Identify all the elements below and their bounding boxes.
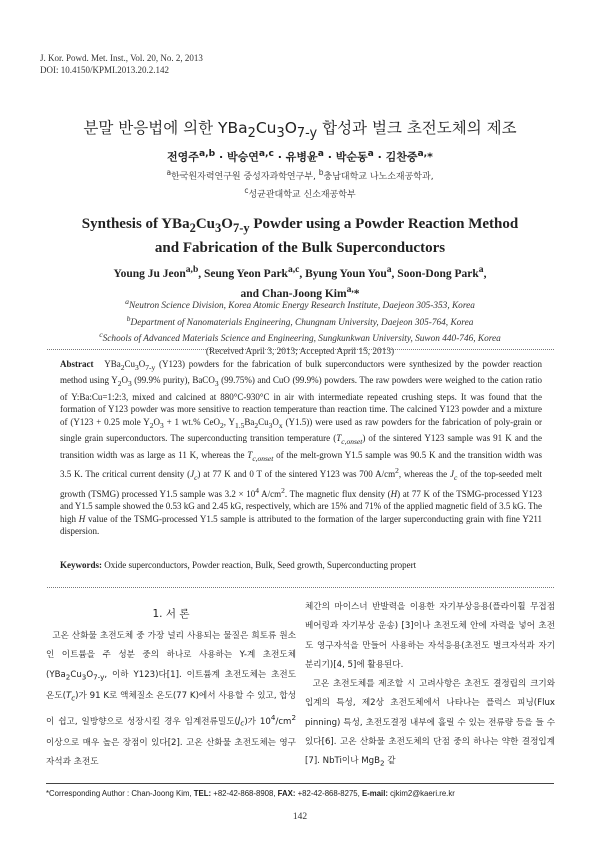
corresponding-author-footnote: *Corresponding Author : Chan-Joong Kim, TEL: +82-42-868-8908, FAX: +82-42-868-8275, E-mail: cjkim2@kaeri.re.kr — [46, 789, 455, 798]
abstract-body: $YBa_2Cu_3O_{7-y}$ (Y123) powders for the fabrication of bulk superconductors were synthesized by the powder reaction method using $Y_2O_3$ (99.9% purity), BaCO$_3$ (99.75%) and CuO (99.9%) powders. The raw powders were weighed to the cation ratio of Y:Ba:Cu=1:2:3, mixed and calcined at 880°C-930°C in air with intermediate repeated crushing steps. It was found that the formation of Y123 powder was more sensitive to reaction temperature than reaction time. The calcined Y123 powder and a mixture of (Y123 + 0.25 mole $Y_2O_3 + 1$ wt.% CeO$_2$, $Y_{1.5}Ba_2Cu_3O_x$ (Y1.5)) were used as raw powders for the fabrication of poly-grain or single grain superconductors. The superconducting transition temperature $(T_{c,onset})$ of the sintered Y123 sample was 91 K and the transition width was as large as 11 K, whereas the $T_{c,onset}$ of the melt-grown Y1.5 sample was 90.5 K and the transition width was 3.5 K. The critical current density $(J_c)$ at 77 K and 0 T of the sintered Y123 was 700 $A/cm^2$, whereas the $J_c$ of the top-seeded melt growth (TSMG) processed Y1.5 sample was $3.2 \times 10^4$ $A/cm^2$. The magnetic flux density (H) at 77 K of the TSMG-processed Y123 and Y1.5 sample showed the 0.53 kG and 2.45 kG, respectively, which are 15% and 71% of the applied magnetic field of 3.5 kG. The high H value of the TSMG-processed Y1.5 sample is attributed to the formation of the larger superconducting grain with fine Y211 dispersion. — [60, 359, 543, 537]
abstract-label: Abstract — [60, 359, 94, 369]
body-column-left: 고온 산화물 초전도체 중 가장 널리 사용되는 물질은 희토류 원소인 이트륨을 주 성분 중의 하나로 사용하는 Y-계 초전도체($YBa_2Cu_3O_{7-y}$, 이하 Y123)다[1]. 이트륨계 초전도체는 초전도 온도$(T_c)$가 91 K로 액체질소 온도(77 K)에서 사용할 수 있고, 합성이 쉽고, 일방향으로 성장시킬 경우 임계전류밀도$(J_c)$가 $10^4/cm^2$ 이상으로 매우 높은 장점이 있다[2]. 고온 산화물 초전도체는 영구자석과 초전도 — [46, 631, 296, 767]
korean-affiliations: $^a$한국원자력연구원 중성자과학연구부, $^b$충남대학교 나노소재공학과, $^c$성균관대학교 신소재공학부 — [166, 168, 434, 200]
footnote-rule — [46, 783, 554, 784]
korean-title: 분말 반응법에 의한 $YBa_2Cu_3O_{7-y}$ 합성과 벌크 초전도체의 제조 — [83, 119, 517, 142]
journal-header — [40, 52, 203, 76]
abstract — [60, 358, 542, 538]
divider-bottom — [47, 587, 554, 588]
received-dates: (Received April 3, 2013; Accepted April 15, 2013) — [205, 346, 395, 357]
page-number: 142 — [292, 812, 308, 822]
section-heading: 1. 서 론 — [152, 608, 190, 620]
keywords-label: Keywords: — [60, 560, 102, 570]
journal-citation: J. Kor. Powd. Met. Inst., Vol. 20, No. 2, 2013 — [40, 53, 203, 63]
divider-top — [47, 349, 554, 350]
affiliation-list: $^a$Neutron Science Division, Korea Atomic Energy Research Institute, Daejeon 305-353, Korea $^b$Department of Nanomaterials Engineering, Chungnam University, Daejeon 305-764, Korea $^c$Schools of Advanced Materials Science and Engineering, Sungkunkwan University, Suwon 440-746, Korea — [99, 297, 501, 345]
doi: DOI: 10.4150/KPMI.2013.20.2.142 — [40, 65, 170, 75]
korean-authors: 전영주$^{a,b}$ · 박승연$^{a,c}$ · 유병윤$^a$ · 박순동$^a$ · 김찬중$^{a,}$* — [167, 148, 433, 164]
keywords-text: Oxide superconductors, Powder reaction, Bulk, Seed growth, Superconducting propert — [104, 560, 417, 570]
english-title: Synthesis of $YBa_2Cu_3O_{7-y}$ Powder using a Powder Reaction Method and Fabrication of the Bulk Superconductors — [81, 216, 519, 256]
keywords — [60, 560, 550, 570]
english-authors: Young Ju Jeon$^{a,b}$, Seung Yeon Park$^{a,c}$, Byung Youn You$^a$, Soon-Dong Park$^a$, and Chan-Joong Kim$^{a,}$* — [113, 264, 487, 300]
body-column-right: 체간의 마이스너 반발력을 이용한 자기부상응용(플라이휠 무접점 베어링과 자기부상 운송) [3]이나 초전도체 안에 자력을 넣어 초전도 영구자석을 만들어 사용하는 자석응용(초전도 벌크자석과 자기분리기)[4, 5]에 활용된다. 고온 초전도체를 제조할 시 고려사항은 초전도 결정립의 크기와 입계의 특성, 제2상 초전도체에서 나타나는 플럭스 피닝(Flux pinning) 특성, 초전도결정 내부에 흘릴 수 있는 전류량 등을 들 수 있다[6]. 고온 산화물 초전도체의 단점 중의 하나는 약한 결정입계[7]. NbTi이나 MgB$_2$ 같 — [305, 602, 555, 769]
